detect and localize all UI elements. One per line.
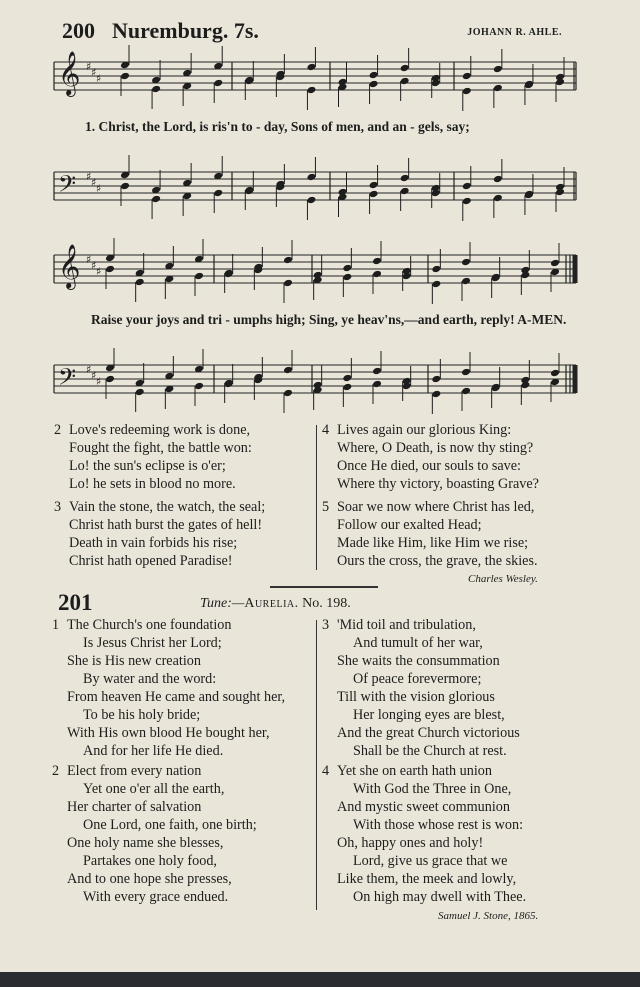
verse-line: Is Jesus Christ her Lord;	[83, 635, 222, 651]
verse-line: Once He died, our souls to save:	[337, 458, 522, 474]
staff-lines	[54, 62, 576, 393]
verse-line: Till with the vision glorious	[337, 689, 495, 705]
verse-line: Her charter of salvation	[67, 799, 202, 815]
verse-line: Christ hath burst the gates of hell!	[69, 517, 263, 533]
verse-line: And mystic sweet communion	[337, 799, 510, 815]
verse-line: Oh, happy ones and holy!	[337, 835, 484, 851]
verse-line: Lo! he sets in blood no more.	[69, 476, 236, 492]
verse-line: The Church's one foundation	[67, 617, 232, 633]
verse-block	[52, 616, 285, 760]
verse-line: Follow our exalted Head;	[337, 517, 482, 533]
verse-line: From heaven He came and sought her,	[67, 689, 286, 705]
hymn-number: 200	[62, 18, 95, 43]
verse-line: To be his holy bride;	[83, 707, 201, 723]
verse-block	[52, 762, 257, 906]
svg-text:♯: ♯	[86, 170, 92, 183]
hymn-number: 201	[58, 590, 93, 615]
verse-block	[54, 421, 252, 493]
verse-line: Yet one o'er all the earth,	[83, 781, 225, 797]
note-heads	[105, 45, 565, 414]
tune-name: Aurelia.	[244, 596, 299, 611]
svg-text:♯: ♯	[96, 375, 102, 388]
author-attribution: Samuel J. Stone, 1865.	[438, 910, 539, 922]
svg-text:𝄢: 𝄢	[58, 363, 77, 396]
music-lyric-line-1: 1. Christ, the Lord, is ris'n to - day, Sons of men, and an - gels, say;	[85, 119, 470, 134]
svg-text:♯: ♯	[86, 253, 92, 266]
verse-line: And tumult of her war,	[353, 635, 483, 651]
verse-line: With every grace endued.	[83, 889, 229, 905]
verse-number: 3	[322, 617, 330, 633]
verse-block	[322, 498, 538, 570]
page-bottom-edge	[0, 972, 640, 987]
verse-line: Fought the fight, the battle won:	[69, 440, 252, 456]
verse-line: On high may dwell with Thee.	[353, 889, 527, 905]
verse-line: Her longing eyes are blest,	[353, 707, 505, 723]
verse-line: Ours the cross, the grave, the skies.	[337, 553, 538, 569]
column-divider	[316, 425, 317, 570]
music-score	[0, 0, 640, 420]
verse-line: Partakes one holy food,	[83, 853, 217, 869]
verse-line: Love's redeeming work is done,	[69, 422, 251, 438]
verse-line: Made like Him, like Him we rise;	[337, 535, 529, 551]
verse-line: With those whose rest is won:	[353, 817, 524, 833]
verse-line: And for her life He died.	[83, 743, 224, 759]
svg-text:♯: ♯	[91, 176, 97, 189]
svg-text:♯: ♯	[96, 182, 102, 195]
verse-line: And the great Church victorious	[337, 725, 520, 741]
verse-line: Elect from every nation	[67, 763, 202, 779]
verse-line: One Lord, one faith, one birth;	[83, 817, 257, 833]
verse-number: 1	[52, 617, 60, 633]
verse-line: Vain the stone, the watch, the seal;	[69, 499, 266, 515]
verse-line: 'Mid toil and tribulation,	[337, 617, 476, 633]
hymn-tune-reference	[200, 596, 351, 612]
verse-line: Lord, give us grace that we	[353, 853, 508, 869]
verse-block	[322, 762, 526, 906]
hymn-tune-title: Nuremburg. 7s.	[112, 18, 259, 43]
svg-text:𝄞: 𝄞	[58, 51, 81, 95]
verse-number: 2	[52, 763, 60, 779]
svg-text:♯: ♯	[91, 259, 97, 272]
verse-number: 5	[322, 499, 330, 515]
verse-block	[322, 616, 520, 760]
svg-text:♯: ♯	[96, 265, 102, 278]
svg-text:♯: ♯	[91, 66, 97, 79]
verse-block	[322, 421, 539, 493]
tune-number: No. 198.	[302, 596, 351, 611]
verse-line: She waits the consummation	[337, 653, 500, 669]
verse-line: Where thy victory, boasting Grave?	[337, 476, 539, 492]
verse-number: 4	[322, 763, 330, 779]
verse-line: Of peace forevermore;	[353, 671, 482, 687]
verse-line: Shall be the Church at rest.	[353, 743, 507, 759]
section-rule	[270, 586, 378, 588]
verse-number: 4	[322, 422, 330, 438]
verse-line: Lives again our glorious King:	[337, 422, 512, 438]
svg-text:𝄢: 𝄢	[58, 170, 77, 203]
verse-line: She is His new creation	[67, 653, 201, 669]
verse-line: Death in vain forbids his rise;	[69, 535, 238, 551]
verse-line: And to one hope she presses,	[67, 871, 232, 887]
author-attribution: Charles Wesley.	[468, 573, 538, 585]
verse-block	[54, 498, 265, 570]
verse-line: Soar we now where Christ has led,	[337, 499, 535, 515]
verse-number: 2	[54, 422, 62, 438]
column-divider	[316, 620, 317, 910]
verse-line: With God the Three in One,	[353, 781, 512, 797]
verse-line: One holy name she blesses,	[67, 835, 224, 851]
svg-text:♯: ♯	[86, 363, 92, 376]
svg-text:♯: ♯	[91, 369, 97, 382]
tune-label: Tune:—	[200, 596, 245, 611]
music-lyric-line-2: Raise your joys and tri - umphs high; Sing, ye heav'ns,—and earth, reply! A-MEN.	[91, 312, 567, 327]
svg-text:♯: ♯	[86, 60, 92, 73]
verse-number: 3	[54, 499, 62, 515]
verse-line: Like them, the meek and lowly,	[337, 871, 517, 887]
verse-line: Yet she on earth hath union	[337, 763, 492, 779]
verse-line: Where, O Death, is now thy sting?	[337, 440, 534, 456]
verse-line: Christ hath opened Paradise!	[69, 553, 233, 569]
verse-line: With His own blood He bought her,	[67, 725, 270, 741]
svg-text:♯: ♯	[96, 72, 102, 85]
clefs-and-signatures	[58, 51, 101, 396]
hymn-composer: JOHANN R. AHLE.	[467, 27, 562, 38]
verse-line: Lo! the sun's eclipse is o'er;	[69, 458, 226, 474]
verse-line: By water and the word:	[83, 671, 217, 687]
svg-text:𝄞: 𝄞	[58, 244, 81, 288]
